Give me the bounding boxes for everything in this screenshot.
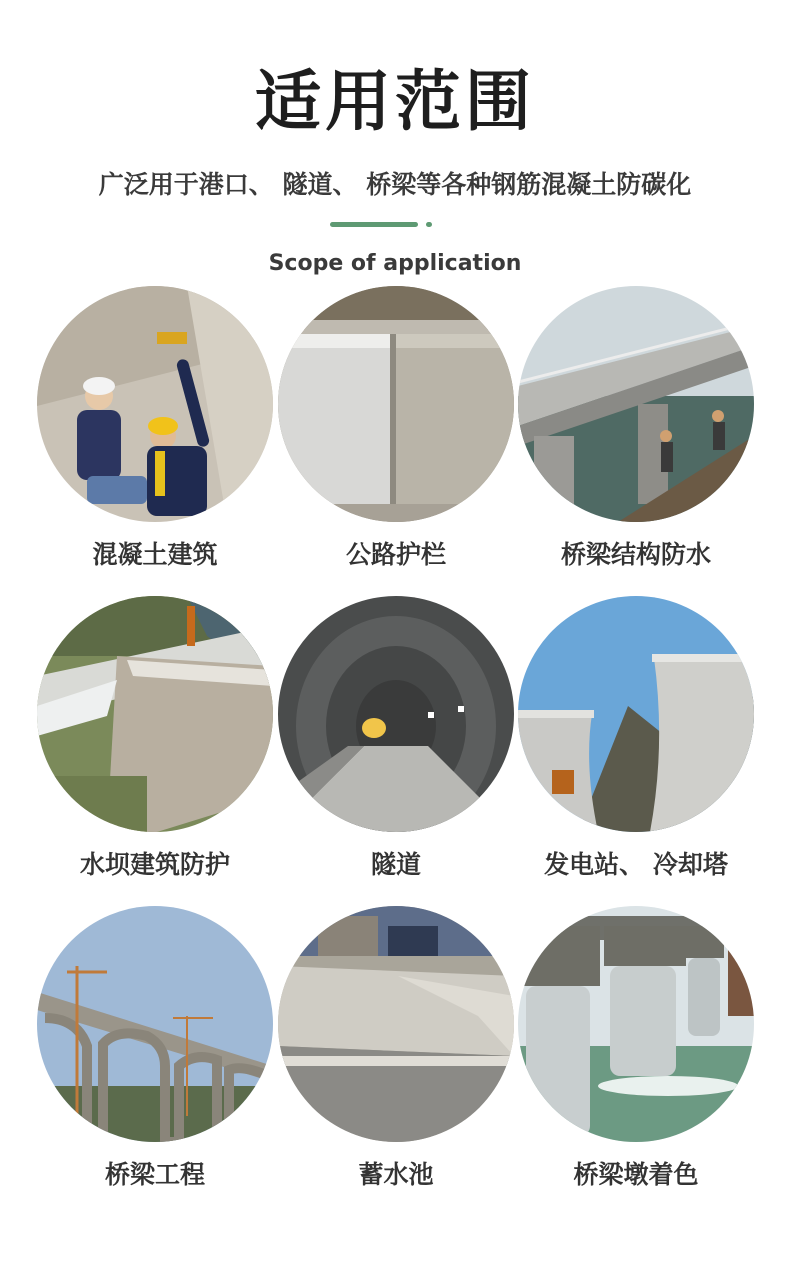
application-label: 隧道 — [370, 850, 421, 879]
application-item-tunnel — [276, 596, 516, 882]
application-label: 混凝土建筑 — [92, 540, 218, 569]
road-barrier-image — [278, 286, 514, 522]
application-item-power-station — [516, 596, 756, 882]
application-item-reservoir — [276, 906, 516, 1192]
application-label: 公路护栏 — [345, 540, 446, 569]
application-item-bridge-engineering — [35, 906, 275, 1192]
scope-heading: Scope of application — [268, 251, 522, 276]
reservoir-image — [278, 906, 514, 1142]
cooling-tower-image — [518, 596, 754, 832]
page-subtitle: 广泛用于港口、 隧道、 桥梁等各种钢筋混凝土防碳化 — [98, 170, 692, 199]
application-label: 发电站、 冷却塔 — [544, 850, 728, 879]
application-item-bridge-waterproofing — [516, 286, 756, 572]
application-label: 蓄水池 — [358, 1160, 434, 1189]
dam-image — [37, 596, 273, 832]
tunnel-image — [278, 596, 514, 832]
application-label: 水坝建筑防护 — [79, 850, 230, 879]
accent-bar — [330, 222, 418, 227]
application-label: 桥梁工程 — [104, 1160, 205, 1189]
application-item-bridge-pier-coloring — [516, 906, 756, 1192]
application-label: 桥梁墩着色 — [573, 1160, 699, 1189]
bridge-pier-image — [518, 906, 754, 1142]
construction-workers-image — [37, 286, 273, 522]
bridge-waterproofing-image — [518, 286, 754, 522]
page-title: 适用范围 — [255, 63, 535, 140]
bridge-engineering-image — [37, 906, 273, 1142]
application-item-dam-protection — [35, 596, 275, 882]
application-item-concrete-building — [35, 286, 275, 572]
application-label: 桥梁结构防水 — [560, 540, 711, 569]
accent-dot — [426, 222, 432, 227]
application-item-road-barrier — [276, 286, 516, 572]
